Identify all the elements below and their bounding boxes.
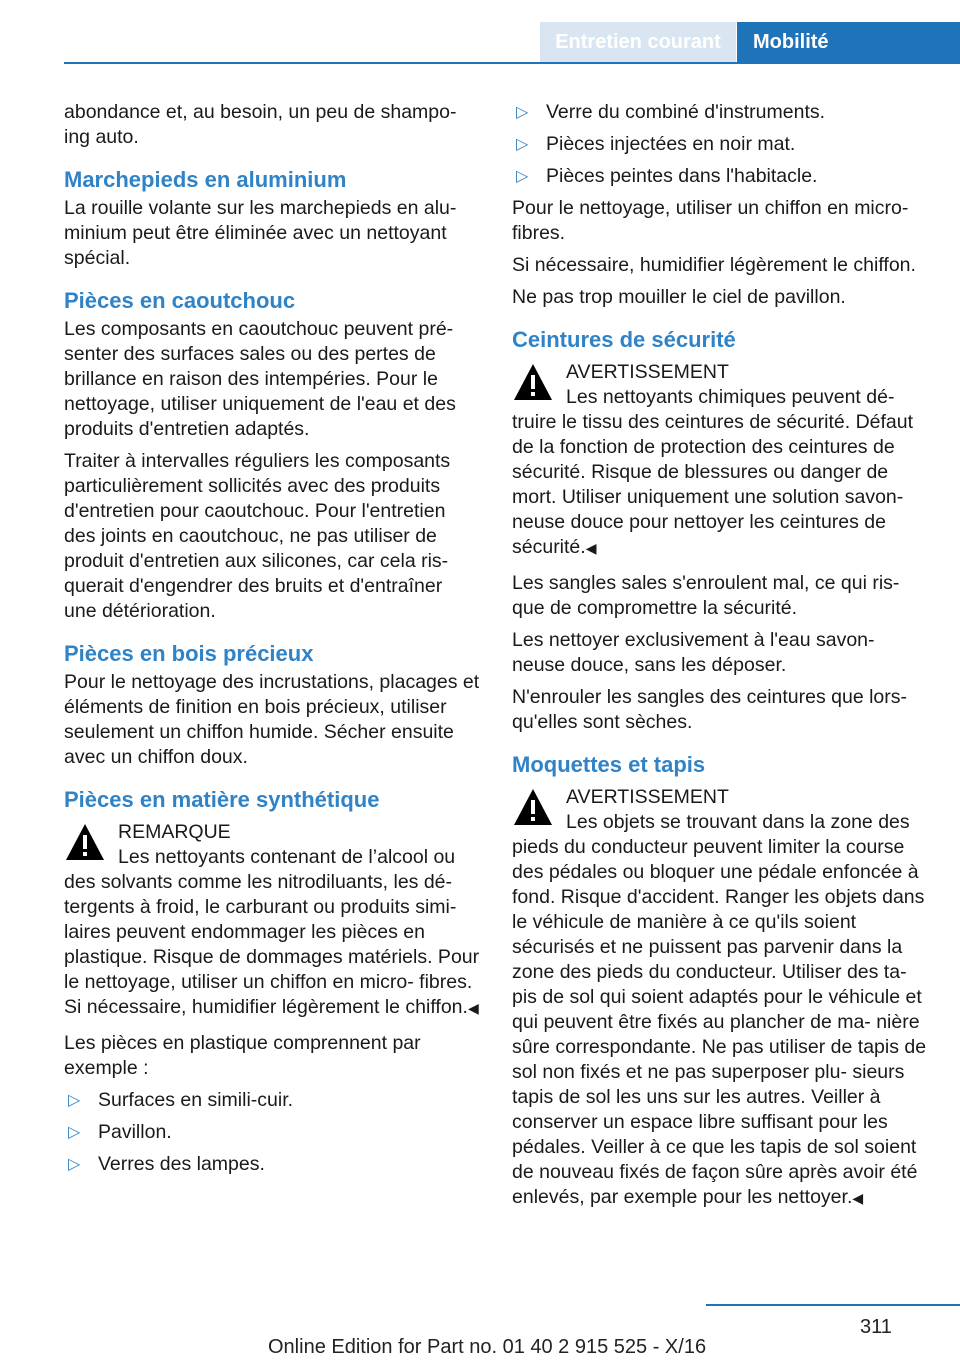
notice-title: REMARQUE [118, 821, 231, 843]
paragraph: Ne pas trop mouiller le ciel de pavillon. [512, 286, 846, 308]
warning-title: AVERTISSEMENT [566, 786, 729, 808]
triangle-bullet-icon: ▷ [68, 1124, 81, 1141]
left-column [64, 100, 480, 1184]
section-heading: Pièces en bois précieux [64, 641, 314, 666]
end-mark: ◀ [467, 1000, 479, 1016]
paragraph: Les composants en caoutchouc peuvent pré‐ senter des surfaces sales ou des pertes de brillance en raison des intempéries. Pour le nettoyage, utiliser uniquement de l'eau et des produits d'entretien adaptés. [64, 318, 456, 440]
paragraph: Pour le nettoyage, utiliser un chiffon en micro‐ fibres. [512, 197, 909, 244]
list-item: ▷ Pièces injectées en noir mat. [516, 133, 796, 155]
triangle-bullet-icon: ▷ [516, 136, 529, 153]
footer-rule [706, 1304, 960, 1306]
list-item: ▷ Verre du combiné d'instruments. [516, 101, 826, 123]
triangle-bullet-icon: ▷ [516, 104, 529, 121]
paragraph: Les sangles sales s'enroulent mal, ce qui ris‐ que de compromettre la sécurité. [512, 572, 900, 619]
list-item: ▷ Pavillon. [68, 1121, 172, 1143]
paragraph: Les nettoyer exclusivement à l'eau savon‐ neuse douce, sans les déposer. [512, 629, 875, 676]
warning-triangle-icon [512, 362, 554, 402]
notice-text: Les nettoyants contenant de l’alcool ou des solvants comme les nitrodiluants, les dé‐ tergents à froid, le carburant ou produits simi‐ laires peuvent endommager les pièces en plastique. Risque de dommages matériels. Pour le nettoyage, utiliser un chiffon en micro‐ fibres. Si nécessaire, humidifier légèrement le chiffon. [64, 846, 480, 1018]
section-heading: Marchepieds en aluminium [64, 167, 347, 192]
tab-mobilite[interactable]: Mobilité [737, 22, 960, 62]
paragraph: Les pièces en plastique comprennent par exemple : [64, 1032, 421, 1079]
warning-title: AVERTISSEMENT [566, 361, 729, 383]
section-heading: Pièces en matière synthétique [64, 787, 380, 812]
paragraph: abondance et, au besoin, un peu de shampo‐ ing auto. [64, 101, 457, 148]
tab-entretien-courant[interactable]: Entretien courant [540, 22, 736, 62]
page-number: 311 [860, 1316, 892, 1338]
paragraph: La rouille volante sur les marchepieds en alu‐ minium peut être éliminée avec un nettoyant spécial. [64, 197, 457, 269]
header-rule [64, 62, 960, 64]
section-heading: Ceintures de sécurité [512, 327, 736, 352]
paragraph: Pour le nettoyage des incrustations, placages et éléments de finition en bois précieux, utiliser seulement un chiffon humide. Sécher ensuite avec un chiffon doux. [64, 671, 480, 768]
triangle-bullet-icon: ▷ [68, 1092, 81, 1109]
edition-label: Online Edition for Part no. 01 40 2 915 525 - X/16 [268, 1336, 707, 1358]
end-mark: ◀ [852, 1190, 864, 1206]
list-item: ▷ Verres des lampes. [68, 1153, 265, 1175]
warning-text: Les objets se trouvant dans la zone des pieds du conducteur peuvent limiter la course des pédales ou bloquer une pédale enfoncée à fond. Risque d'accident. Ranger les objets dans le véhicule de manière à ce qu'ils soient sécurisés et ne puissent pas parvenir dans la zone des pieds du conducteur. Utiliser des ta‐ pis de sol qui soient adaptés pour le véhicule et qui peuvent être fixés au plancher de ma‐ nière sûre correspondante. Ne pas utiliser de tapis de sol non fixés et ne pas superposer plu‐ sieurs tapis de sol les uns sur les autres. Veiller à conserver un espace libre suffisant pour les pédales. Veiller à ce que les tapis de sol soient de nouveau fixés de façon sûre après avoir été enlevés, par exemple pour les nettoyer. [512, 811, 927, 1208]
list-item: ▷ Surfaces en simili-cuir. [68, 1089, 294, 1111]
triangle-bullet-icon: ▷ [68, 1156, 81, 1173]
warning-triangle-icon [64, 822, 106, 862]
section-heading: Moquettes et tapis [512, 752, 706, 777]
notice-box [64, 820, 480, 1021]
paragraph: Si nécessaire, humidifier légèrement le chiffon. [512, 254, 916, 276]
paragraph: N'enrouler les sangles des ceintures que lors‐ qu'elles sont sèches. [512, 686, 908, 733]
end-mark: ◀ [585, 540, 597, 556]
section-heading: Pièces en caoutchouc [64, 288, 296, 313]
bullet-list [64, 1088, 480, 1177]
warning-box [512, 360, 930, 561]
right-column [512, 100, 930, 1221]
triangle-bullet-icon: ▷ [516, 168, 529, 185]
warning-text: Les nettoyants chimiques peuvent dé‐ truire le tissu des ceintures de sécurité. Défaut de la fonction de protection des ceintures de sécurité. Risque de blessures ou danger de mort. Utiliser uniquement une solution savon‐ neuse douce pour nettoyer les ceintures de sécurité. [512, 386, 914, 558]
warning-triangle-icon [512, 787, 554, 827]
bullet-list [512, 100, 930, 189]
warning-box [512, 785, 930, 1211]
list-item: ▷ Pièces peintes dans l'habitacle. [516, 165, 818, 187]
paragraph: Traiter à intervalles réguliers les composants particulièrement sollicités avec des produits d'entretien pour caoutchouc. Pour l'entretien des joints en caoutchouc, ne pas utiliser de produit d'entretien aux silicones, car cela ris‐ querait d'engendrer des bruits et d'entraîner une détérioration. [64, 450, 451, 622]
